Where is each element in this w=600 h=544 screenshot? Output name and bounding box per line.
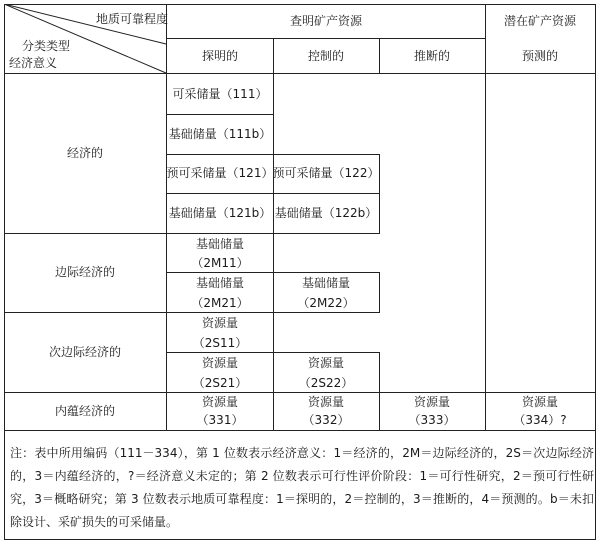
cell-line-111	[166, 114, 273, 115]
cell-333-label: 资源量	[413, 395, 451, 409]
row-divider-economic	[4, 233, 166, 234]
controlled-border-b	[379, 272, 380, 312]
table-border-bottom	[4, 539, 596, 540]
cell-122: 预可采储量（122）	[272, 166, 380, 180]
cell-2m21-code: （2M21）	[191, 296, 249, 310]
controlled-border-c	[379, 352, 380, 430]
corner-classification-type: 分类类型	[22, 39, 71, 53]
cell-2s21-label: 资源量	[201, 356, 239, 370]
row-divider-marginal	[4, 312, 166, 313]
group-identified-resources: 查明矿产资源	[289, 14, 363, 28]
subheader-divider-1	[273, 38, 274, 74]
cell-334-label: 资源量	[521, 395, 559, 409]
cell-line-2s21	[166, 392, 596, 393]
row-economic: 经济的	[66, 146, 104, 160]
cell-line-111b	[166, 154, 380, 155]
cell-331-label: 资源量	[201, 395, 239, 409]
cell-332-label: 资源量	[307, 395, 345, 409]
corner-geology-reliability: 地质可靠程度	[96, 12, 169, 26]
cell-111b: 基础储量（111b）	[168, 127, 272, 141]
group-divider	[485, 4, 486, 430]
cell-2m11-label: 基础储量	[195, 237, 245, 251]
cell-121b: 基础储量（121b）	[168, 206, 272, 220]
corner-economic-meaning: 经济意义	[9, 56, 58, 70]
cell-2m11-code: （2M11）	[191, 256, 249, 270]
cell-121: 预可采储量（121）	[166, 166, 274, 180]
row-divider-submarginal	[4, 392, 166, 393]
table-border-right	[595, 4, 596, 540]
sub-explored: 探明的	[201, 49, 239, 63]
cell-334-code: （334）?	[513, 413, 567, 427]
cell-line-2m21	[166, 312, 380, 313]
cell-2s22-label: 资源量	[307, 356, 345, 370]
cell-2s11-code: （2S11）	[192, 336, 248, 350]
cell-2m21-label: 基础储量	[195, 276, 245, 290]
cell-111: 可采储量（111）	[172, 87, 268, 101]
sub-inferred: 推断的	[413, 49, 451, 63]
sub-controlled: 控制的	[307, 49, 345, 63]
cell-2m22-label: 基础储量	[301, 276, 351, 290]
cell-2s22-code: （2S22）	[298, 376, 354, 390]
cell-331-code: （331）	[196, 413, 244, 427]
table-body-bottom-line	[4, 430, 596, 431]
cell-332-code: （332）	[302, 413, 350, 427]
explored-right-border	[273, 74, 274, 430]
group-potential-resources: 潜在矿产资源	[503, 14, 577, 28]
sub-predicted: 预测的	[521, 49, 559, 63]
cell-122b: 基础储量（122b）	[274, 206, 378, 220]
cell-333-code: （333）	[408, 413, 456, 427]
subheader-divider-2	[379, 38, 380, 74]
row-submarginal: 次边际经济的	[48, 345, 122, 359]
group-subheader-line	[166, 38, 485, 39]
cell-2s11-label: 资源量	[201, 316, 239, 330]
cell-line-2m11	[166, 272, 380, 273]
cell-2s21-code: （2S21）	[192, 376, 248, 390]
cell-line-2s11	[166, 352, 380, 353]
cell-line-121	[166, 193, 380, 194]
cell-line-121b	[166, 233, 380, 234]
table-border-left	[4, 4, 5, 540]
cell-2m22-code: （2M22）	[297, 296, 355, 310]
row-marginal: 边际经济的	[54, 265, 116, 279]
table-footnote: 注：表中所用编码（111－334），第 1 位数表示经济意义：1＝经济的，2M＝边际经济的，2S＝次边际经济的，3＝内蕴经济的，?＝经济意义未定的；第 2 位数表示可行性评价阶段：1＝可行性研究，2＝预可行性研究，3＝概略研究；第 3 位数表示地质可靠程度：1＝探明的，2＝控制的，3＝推断的，4＝预测的。b＝未扣除设计、采矿损失的可采储量。	[10, 446, 594, 529]
row-intrinsic: 内蕴经济的	[54, 404, 116, 418]
